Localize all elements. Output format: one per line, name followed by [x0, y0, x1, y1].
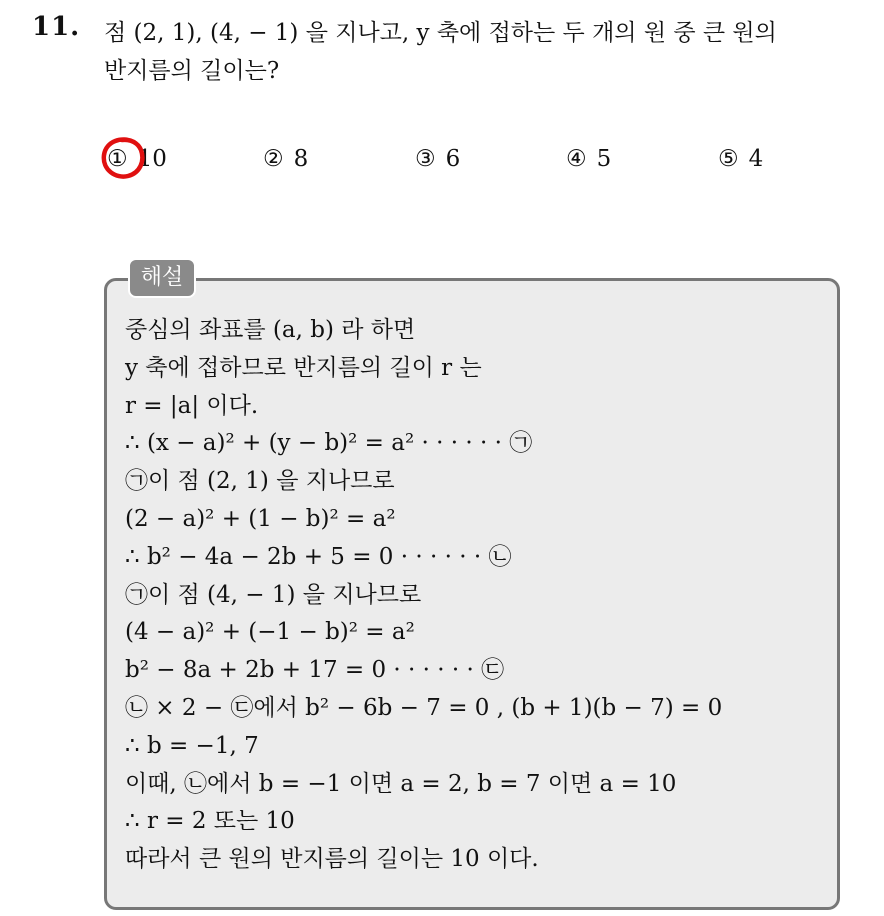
solution-line: b² − 8a + 2b + 17 = 0 · · · · · · ㉢: [125, 657, 505, 684]
solution-line: ㉡ × 2 − ㉢에서 b² − 6b − 7 = 0 , (b + 1)(b − 7) = 0: [125, 694, 723, 721]
choice-2-mark: ②: [263, 146, 284, 172]
choice-1[interactable]: [107, 142, 167, 176]
solution-line: 따라서 큰 원의 반지름의 길이는 10 이다.: [125, 846, 539, 873]
choice-2-value: 8: [293, 146, 309, 172]
solution-lines: [125, 311, 722, 878]
choice-3-mark: ③: [415, 146, 436, 172]
solution-line: y 축에 접하므로 반지름의 길이 r 는: [125, 354, 482, 381]
choice-1-mark: ①: [107, 146, 128, 172]
solution-line: ∴ b² − 4a − 2b + 5 = 0 · · · · · · ㉡: [125, 543, 512, 570]
solution-tab: 해설: [128, 258, 196, 298]
solution-line: 중심의 좌표를 (a, b) 라 하면: [125, 317, 416, 343]
solution-line: ㉠이 점 (4, − 1) 을 지나므로: [125, 581, 422, 608]
question-text: 점 (2, 1), (4, − 1) 을 지나고, y 축에 접하는 두 개의 원 중 큰 원의 반지름의 길이는?: [104, 20, 777, 84]
solution-line: (4 − a)² + (−1 − b)² = a²: [125, 619, 415, 646]
choice-4-mark: ④: [566, 146, 587, 172]
solution-line: (2 − a)² + (1 − b)² = a²: [125, 505, 396, 532]
choice-5[interactable]: [718, 142, 763, 176]
choice-5-value: 4: [748, 146, 764, 172]
choice-3[interactable]: [415, 142, 460, 176]
choice-5-mark: ⑤: [718, 146, 739, 172]
solution-line: r = |a| 이다.: [125, 392, 259, 419]
solution-line: ∴ r = 2 또는 10: [125, 808, 295, 835]
solution-line: 이때, ㉡에서 b = −1 이면 a = 2, b = 7 이면 a = 10: [125, 770, 677, 797]
solution-line: ∴ (x − a)² + (y − b)² = a² · · · · · · ㉠: [125, 430, 533, 457]
choice-3-value: 6: [445, 146, 461, 172]
choice-1-value: 10: [137, 146, 167, 172]
solution-line: ㉠이 점 (2, 1) 을 지나므로: [125, 468, 395, 495]
solution-line: ∴ b = −1, 7: [125, 732, 259, 759]
choice-4[interactable]: [566, 142, 611, 176]
choice-4-value: 5: [596, 146, 612, 172]
question-number: 11.: [32, 12, 81, 42]
choice-2[interactable]: [263, 142, 308, 176]
